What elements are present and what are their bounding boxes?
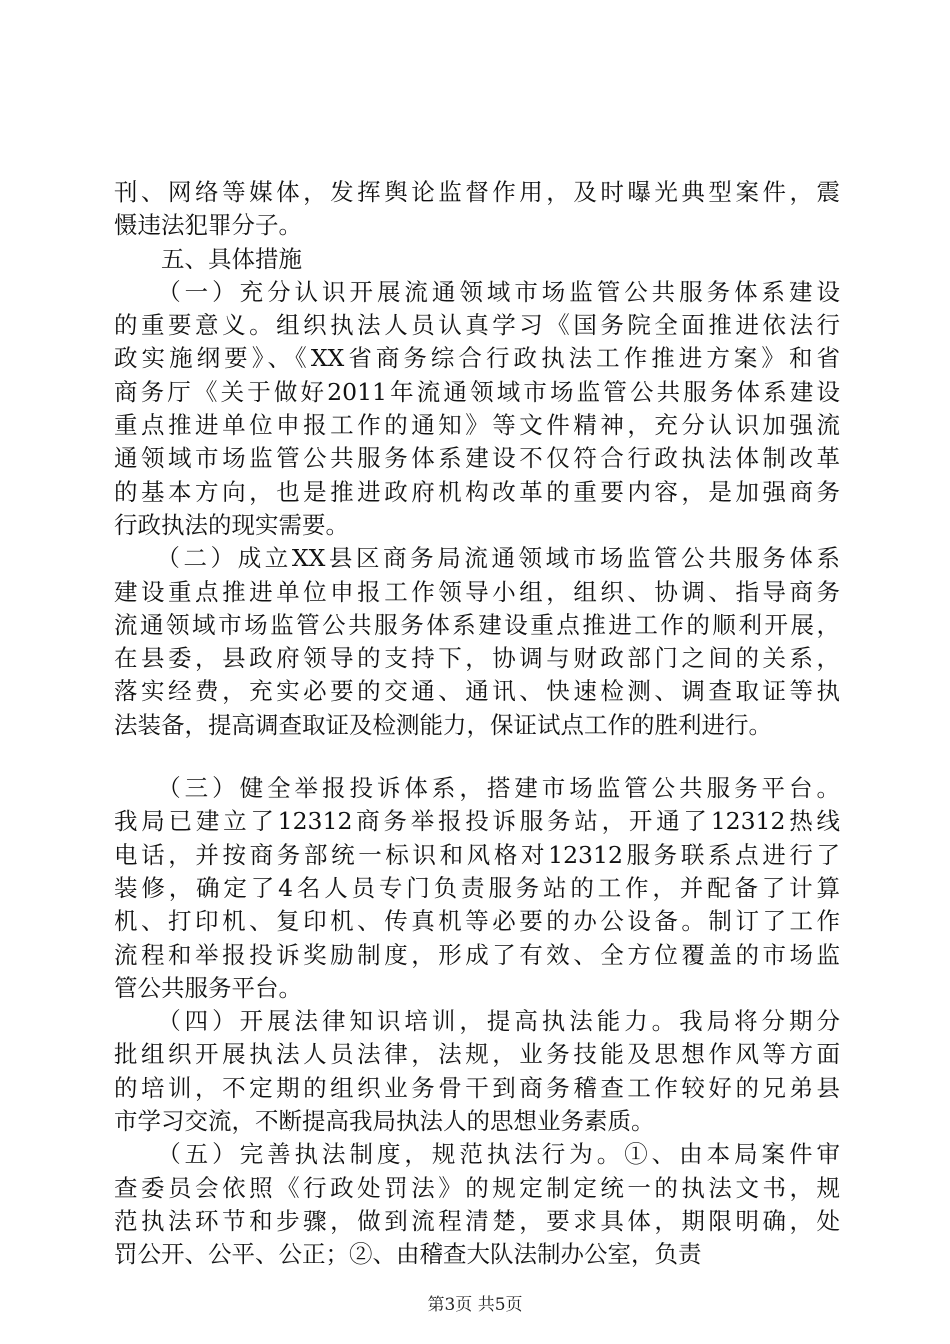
text-line: 法装备，提高调查取证及检测能力，保证试点工作的胜利进行。 (114, 710, 772, 739)
text-line: 机、打印机、复印机、传真机等必要的办公设备。制订了工作 (114, 907, 840, 936)
text-line: 通领域市场监管公共服务体系建设不仅符合行政执法体制改革 (114, 444, 840, 473)
text-line: 五、具体措施 (114, 244, 302, 273)
text-line: 刊、网络等媒体，发挥舆论监督作用，及时曝光典型案件，震 (114, 178, 840, 206)
text-line: 的重要意义。组织执法人员认真学习《国务院全面推进依法行 (114, 311, 840, 340)
text-line: 罚公开、公平、公正；②、由稽查大队法制办公室，负责 (114, 1240, 702, 1269)
text-line: （五）完善执法制度，规范执法行为。①、由本局案件审 (114, 1140, 840, 1169)
text-line: （三）健全举报投诉体系，搭建市场监管公共服务平台。 (114, 774, 840, 803)
text-line: （一）充分认识开展流通领域市场监管公共服务体系建设 (114, 277, 840, 306)
text-line: 装修，确定了4名人员专门负责服务站的工作，并配备了计算 (114, 873, 840, 902)
text-line: 范执法环节和步骤，做到流程清楚，要求具体，期限明确，处 (114, 1206, 840, 1235)
page-footer: 第3页 共5页 (427, 1295, 523, 1315)
text-line: 慑违法犯罪分子。 (114, 211, 302, 240)
text-line: 管公共服务平台。 (114, 973, 302, 1002)
text-line: 商务厅《关于做好2011年流通领域市场监管公共服务体系建设 (114, 377, 840, 406)
text-line: 批组织开展执法人员法律，法规，业务技能及思想作风等方面 (114, 1040, 840, 1069)
text-line: 行政执法的现实需要。 (114, 510, 349, 539)
text-line: 在县委，县政府领导的支持下，协调与财政部门之间的关系， (114, 644, 840, 673)
text-line: 政实施纲要》、《XX省商务综合行政执法工作推进方案》和省 (114, 344, 840, 373)
text-line: 我局已建立了12312商务举报投诉服务站，开通了12312热线 (114, 807, 840, 836)
paragraph-gap (114, 742, 840, 772)
text-line: 的培训，不定期的组织业务骨干到商务稽查工作较好的兄弟县 (114, 1073, 840, 1102)
text-line: 建设重点推进单位申报工作领导小组，组织、协调、指导商务 (114, 577, 840, 606)
text-line: 电话，并按商务部统一标识和风格对12312服务联系点进行了 (114, 840, 840, 869)
text-line: （四）开展法律知识培训，提高执法能力。我局将分期分 (114, 1007, 840, 1036)
text-line: 的基本方向，也是推进政府机构改革的重要内容，是加强商务 (114, 477, 840, 506)
text-line: 市学习交流，不断提高我局执法人的思想业务素质。 (114, 1107, 655, 1136)
text-line: 重点推进单位申报工作的通知》等文件精神，充分认识加强流 (114, 411, 840, 440)
text-line: 流程和举报投诉奖励制度，形成了有效、全方位覆盖的市场监 (114, 940, 840, 969)
text-line: 流通领域市场监管公共服务体系建设重点推进工作的顺利开展， (114, 610, 840, 639)
text-line: 落实经费，充实必要的交通、通讯、快速检测、调查取证等执 (114, 677, 840, 706)
text-line: 查委员会依照《行政处罚法》的规定制定统一的执法文书，规 (114, 1173, 840, 1202)
document-body (114, 176, 840, 1272)
text-line: （二）成立XX县区商务局流通领域市场监管公共服务体系 (114, 544, 840, 573)
